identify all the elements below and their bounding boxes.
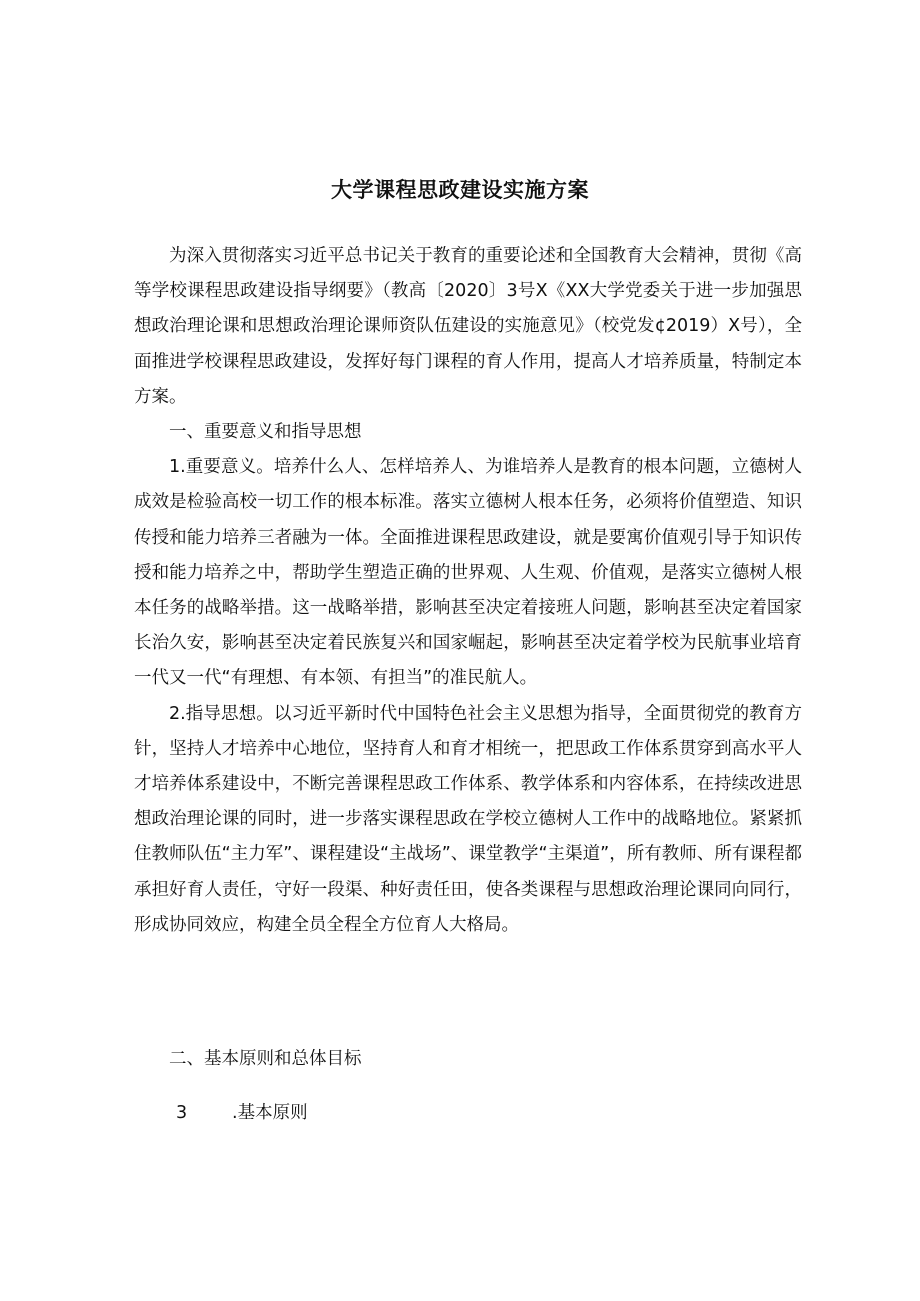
document-body-section-2 [134,1042,802,1077]
subheading-number: 3 [176,1103,188,1123]
paragraph-importance: 1.重要意义。培养什么人、怎样培养人、为谁培养人是教育的根本问题，立德树人成效是检验高校一切工作的根本标准。落实立德树人根本任务，必须将价值塑造、知识传授和能力培养三者融为一体。全面推进课程思政建设，就是要寓价值观引导于知识传授和能力培养之中，帮助学生塑造正确的世界观、人生观、价值观，是落实立德树人根本任务的战略举措。这一战略举措，影响甚至决定着接班人问题，影响甚至决定着国家长治久安，影响甚至决定着民族复兴和国家崛起，影响甚至决定着学校为民航事业培育一代又一代“有理想、有本领、有担当”的准民航人。 [134,457,802,689]
section-heading-2: 二、基本原则和总体目标 [169,1049,362,1069]
document-body [134,239,802,943]
intro-paragraph: 为深入贯彻落实习近平总书记关于教育的重要论述和全国教育大会精神，贯彻《高等学校课程思政建设指导纲要》（教高〔2020〕3号X《XX大学党委关于进一步加强思想政治理论课和思想政治理论课师资队伍建设的实施意见》（校党发¢2019）X号），全面推进学校课程思政建设，发挥好每门课程的育人作用，提高人才培养质量，特制定本方案。 [134,246,802,407]
document-title: 大学课程思政建设实施方案 [331,178,589,202]
paragraph-guiding-ideology: 2.指导思想。以习近平新时代中国特色社会主义思想为指导，全面贯彻党的教育方针，坚持人才培养中心地位，坚持育人和育才相统一，把思政工作体系贯穿到高水平人才培养体系建设中，不断完善课程思政工作体系、教学体系和内容体系，在持续改进思想政治理论课的同时，进一步落实课程思政在学校立德树人工作中的战略地位。紧紧抓住教师队伍“主力军”、课程建设“主战场”、课堂教学“主渠道”，所有教师、所有课程都承担好育人责任，守好一段渠、种好责任田，使各类课程与思想政治理论课同向同行，形成协同效应，构建全员全程全方位育人大格局。 [134,703,802,935]
subheading-label: .基本原则 [232,1103,308,1123]
subheading-basic-principles [176,1098,308,1128]
section-heading-1: 一、重要意义和指导思想 [169,422,362,443]
